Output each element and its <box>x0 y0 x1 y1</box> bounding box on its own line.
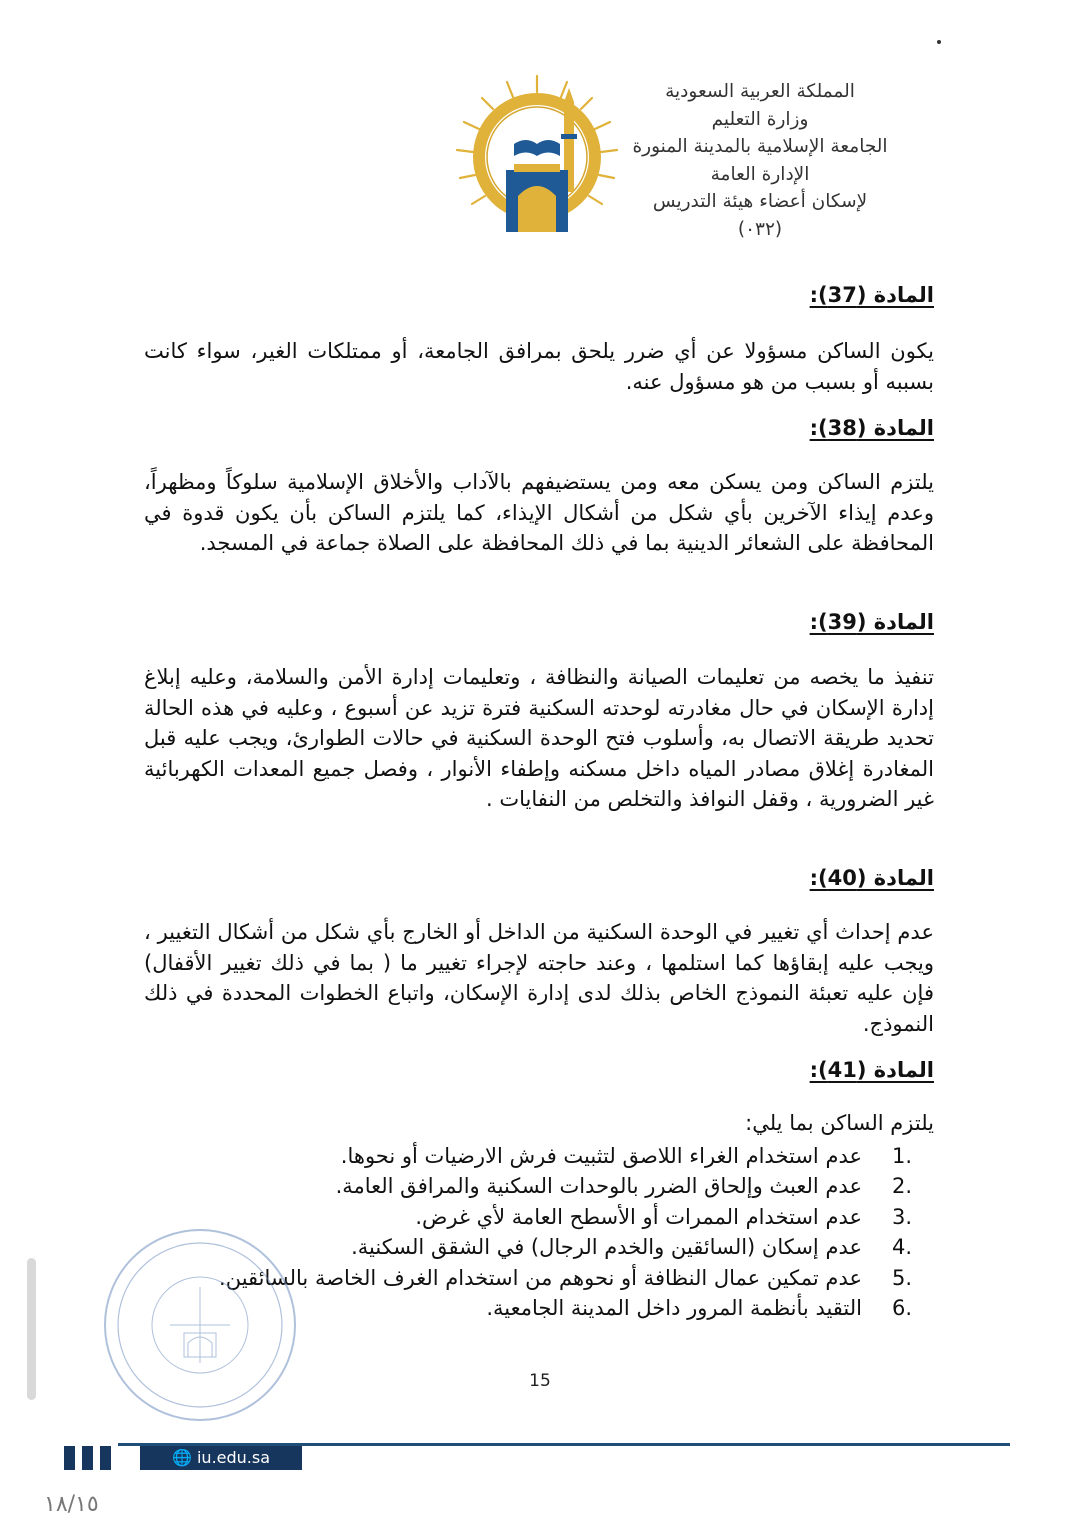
list-item-text: عدم العبث وإلحاق الضرر بالوحدات السكنية والمرافق العامة. <box>335 1174 862 1198</box>
list-item-number: 2. <box>892 1174 913 1198</box>
article-37-heading: المادة (37): <box>809 283 934 307</box>
list-item-number: 6. <box>892 1296 913 1320</box>
article-39-body <box>144 662 934 815</box>
scrollbar-thumb[interactable] <box>27 1258 36 1400</box>
scan-dot <box>937 40 941 44</box>
list-item-number: 4. <box>892 1235 913 1259</box>
footer-bar <box>100 1446 111 1470</box>
letterhead-line-kingdom: المملكة العربية السعودية <box>665 81 855 102</box>
list-item-number: 1. <box>892 1143 913 1168</box>
article-38-body <box>144 467 934 559</box>
list-item-text: التقيد بأنظمة المرور داخل المدينة الجامعية. <box>486 1296 862 1320</box>
globe-icon: 🌐 <box>171 1448 192 1467</box>
list-item-text: عدم استخدام الغراء اللاصق لتثبيت فرش الارضيات أو نحوها. <box>340 1143 862 1168</box>
letterhead-line-ministry: وزارة التعليم <box>711 108 809 130</box>
article-38-text: يلتزم الساكن ومن يسكن معه ومن يستضيفهم بالآداب والأخلاق الإسلامية سلوكاً ومظهراً، وعدم إيذاء الآخرين بأي شكل من أشكال الإيذاء، كما يلتزم الساكن بأن يكون قدوة في المحافظة على الشعائر الدينية بما في ذلك المحافظة على الصلاة جماعة في المسجد. <box>144 470 934 555</box>
letterhead-line-code: (٠٣٢) <box>737 218 783 240</box>
university-logo-icon <box>452 72 622 242</box>
article-38-heading: المادة (38): <box>809 416 934 440</box>
article-41-intro: يلتزم الساكن بما يلي: <box>745 1111 934 1135</box>
footer-website[interactable] <box>140 1446 302 1470</box>
article-40-text: عدم إحداث أي تغيير في الوحدة السكنية من الداخل أو الخارج بأي شكل من أشكال التغيير ، ويجب عليه إبقاؤها كما استلمها ، وعند حاجته لإجراء تغيير ما ( بما في ذلك تغيير الأقفال) فإن عليه تعبئة النموذج الخاص بذلك لدى إدارة الإسكان، واتباع الخطوات المحددة في ذلك النموذج. <box>144 920 934 1036</box>
footer-url-text: iu.edu.sa <box>196 1448 271 1467</box>
list-item <box>154 1171 934 1202</box>
article-37-body <box>144 336 934 397</box>
footer-bars <box>64 1446 118 1470</box>
list-item-text: عدم تمكين عمال النظافة أو نحوهم من استخدام الغرف الخاصة بالسائقين. <box>219 1265 862 1290</box>
list-item <box>154 1141 934 1172</box>
article-40-heading: المادة (40): <box>809 866 934 890</box>
list-item-number: 3. <box>892 1204 913 1229</box>
footer-bar <box>82 1446 93 1470</box>
letterhead-line-housing: لإسكان أعضاء هيئة التدريس <box>652 191 868 212</box>
article-37-text: يكون الساكن مسؤولا عن أي ضرر يلحق بمرافق الجامعة، أو ممتلكات الغير، سواء كانت بسببه أو بسبب من هو مسؤول عنه. <box>144 339 934 394</box>
article-39-text: تنفيذ ما يخصه من تعليمات الصيانة والنظافة ، وتعليمات إدارة الأمن والسلامة، وعليه إبلاغ إدارة الإسكان في حال مغادرته لوحدته السكنية فترة تزيد عن أسبوع ، وعليه في هذه الحالة تحديد طريقة الاتصال به، وأسلوب فتح الوحدة السكنية في حالات الطوارئ، ويجب عليه قبل المغادرة إغلاق مصادر المياه داخل مسكنه وإطفاء الأنوار ، وفصل جميع المعدات الكهربائية غير الضرورية ، وقفل النوافذ والتخلص من النفايات . <box>144 665 934 811</box>
article-39-heading: المادة (39): <box>809 610 934 634</box>
list-item-text: عدم استخدام الممرات أو الأسطح العامة لأي غرض. <box>415 1204 862 1229</box>
list-item-text: عدم إسكان (السائقين والخدم الرجال) في الشقق السكنية. <box>351 1235 862 1259</box>
letterhead-line-general-admin: الإدارة العامة <box>710 163 810 185</box>
official-stamp-icon <box>100 1225 300 1425</box>
footer-bar <box>64 1446 75 1470</box>
article-41-heading: المادة (41): <box>809 1058 934 1082</box>
list-item-number: 5. <box>892 1265 913 1290</box>
article-40-body <box>144 917 934 1039</box>
viewer-page-indicator: ١٨/١٥ <box>44 1492 99 1517</box>
page-number: 15 <box>529 1371 551 1391</box>
letterhead-line-university: الجامعة الإسلامية بالمدينة المنورة <box>632 136 888 157</box>
